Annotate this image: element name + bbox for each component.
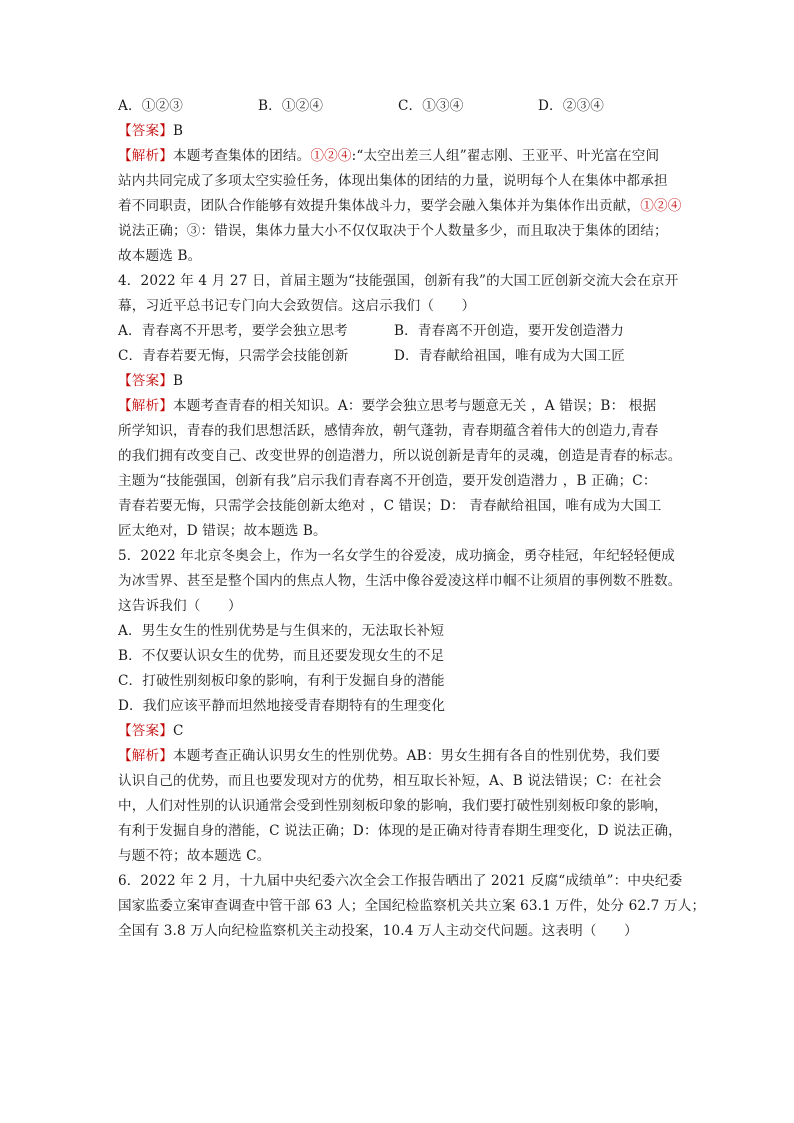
q3-analysis-line	[118, 169, 678, 194]
q5-option-d: D．我们应该平静而坦然地接受青春期特有的生理变化	[118, 698, 446, 714]
document-page	[118, 94, 706, 944]
q4-analysis-line: 主题为“技能强国，创新有我”启示我们青春离不开创造，要开发创造潜力 ，B 正确；C：	[118, 473, 657, 489]
q5-analysis-line: 有利于发掘自身的潜能，C 说法正确；D：体现的是正确对待青春期生理变化，D 说法正确，	[118, 823, 682, 839]
q4-analysis-line: 所学知识，青春的我们思想活跃，感情奔放，朝气蓬勃，青春期蕴含着伟大的创造力,青春	[118, 423, 659, 439]
answer-value: C	[172, 723, 184, 739]
q3-option-d: D．②③④	[538, 98, 605, 114]
analysis-text: 站内共同完成了多项太空实验任务，体现出集体的团结的力量，说明每个人在集体中都承担	[118, 173, 668, 189]
q5-stem-line: 5．2022 年北京冬奥会上，作为一名女学生的谷爱凌，成功摘金，勇夺桂冠，年纪轻轻便成	[118, 548, 675, 564]
q4-analysis-line: 的我们拥有改变自己、改变世界的创造潜力，所以说创新是青年的灵魂，创造是青春的标志。	[118, 448, 682, 464]
q3-option-a: A．①②③	[118, 98, 183, 114]
q6-stem-line: 6．2022 年 2 月，十九届中央纪委六次全会工作报告晒出了 2021 反腐“成绩单”：中央纪委	[118, 873, 683, 889]
q6-stem-line: 国家监委立案审查调查中管干部 63 人；全国纪检监察机关共立案 63.1 万件，处分 62.7 万人；	[118, 898, 706, 914]
q5-analysis-line	[118, 744, 678, 769]
q4-answer	[118, 369, 678, 394]
q4-option-a: A．青春离不开思考，要学会独立思考	[118, 323, 348, 339]
analysis-text: 本题考查青春的相关知识。A：要学会独立思考与题意无关 ，A 错误；B： 根据	[172, 398, 657, 414]
answer-tag: 【答案】	[118, 123, 173, 139]
q3-answer	[118, 119, 678, 144]
q5-answer	[118, 719, 678, 744]
q3-option-b: B．①②④	[258, 98, 324, 114]
analysis-text: :“太空出差三人组”翟志刚、王亚平、叶光富在空间	[351, 148, 660, 164]
analysis-text: 着不同职责，团队合作能够有效提升集体战斗力，要学会融入集体并为集体作出贡献，	[118, 198, 641, 214]
q4-option-d: D．青春献给祖国，唯有成为大国工匠	[394, 348, 625, 364]
q5-option-b: B．不仅要认识女生的优势，而且还要发现女生的不足	[118, 648, 445, 664]
q5-option-a: A．男生女生的性别优势是与生俱来的，无法取长补短	[118, 623, 445, 639]
analysis-tag: 【解析】	[118, 148, 173, 164]
q3-analysis-line	[118, 244, 678, 269]
analysis-highlight: ①②④	[310, 148, 352, 164]
q4-analysis-line: 青春若要无悔，只需学会技能创新太绝对 ，C 错误；D： 青春献给祖国，唯有成为大国工	[118, 498, 662, 514]
q5-option-c: C．打破性别刻板印象的影响，有利于发掘自身的潜能	[118, 673, 445, 689]
q3-option-c: C．①③④	[398, 98, 464, 114]
analysis-text: 故本题选 B。	[118, 248, 202, 264]
answer-tag: 【答案】	[118, 373, 173, 389]
q5-analysis-line: 与题不符；故本题选 C。	[118, 848, 271, 864]
q5-analysis-line: 认识自己的优势，而且也要发现对方的优势，相互取长补短，A、B 说法错误；C：在社会	[118, 773, 662, 789]
q5-analysis-line: 中，人们对性别的认识通常会受到性别刻板印象的影响，我们要打破性别刻板印象的影响，	[118, 798, 668, 814]
analysis-text: 本题考查正确认识男女生的性别优势。AB：男女生拥有各自的性别优势，我们要	[172, 748, 661, 764]
answer-value: B	[172, 373, 184, 389]
answer-value: B	[172, 123, 184, 139]
q4-analysis-line	[118, 394, 678, 419]
q3-analysis-line	[118, 144, 678, 169]
q5-stem-line: 这告诉我们（ ）	[118, 598, 242, 614]
q4-stem-line: 4．2022 年 4 月 27 日，首届主题为“技能强国，创新有我”的大国工匠创新交流大会在京开	[118, 273, 679, 289]
q4-option-b: B．青春离不开创造，要开发创造潜力	[394, 323, 625, 339]
q5-stem-line: 为冰雪界、甚至是整个国内的焦点人物，生活中像谷爱凌这样巾帼不让须眉的事例数不胜数。	[118, 573, 682, 589]
analysis-tag: 【解析】	[118, 398, 173, 414]
analysis-text: 说法正确；③：错误，集体力量大小不仅仅取决于个人数量多少，而且取决于集体的团结；	[118, 223, 668, 239]
analysis-text: 本题考查集体的团结。	[172, 148, 311, 164]
analysis-tag: 【解析】	[118, 748, 173, 764]
q3-options	[118, 94, 678, 119]
q4-options-row	[118, 344, 678, 369]
q3-analysis-line	[118, 219, 678, 244]
q4-stem-line: 幕，习近平总书记专门向大会致贺信。这启示我们（ ）	[118, 298, 476, 314]
q4-option-c: C．青春若要无悔，只需学会技能创新	[118, 348, 349, 364]
analysis-highlight: ①②④	[640, 198, 682, 214]
q4-options-row	[118, 319, 678, 344]
q3-analysis-line	[118, 194, 682, 219]
answer-tag: 【答案】	[118, 723, 173, 739]
q4-analysis-line: 匠太绝对，D 错误；故本题选 B。	[118, 523, 327, 539]
q6-stem-line: 全国有 3.8 万人向纪检监察机关主动投案，10.4 万人主动交代问题。这表明（ ）	[118, 923, 638, 939]
